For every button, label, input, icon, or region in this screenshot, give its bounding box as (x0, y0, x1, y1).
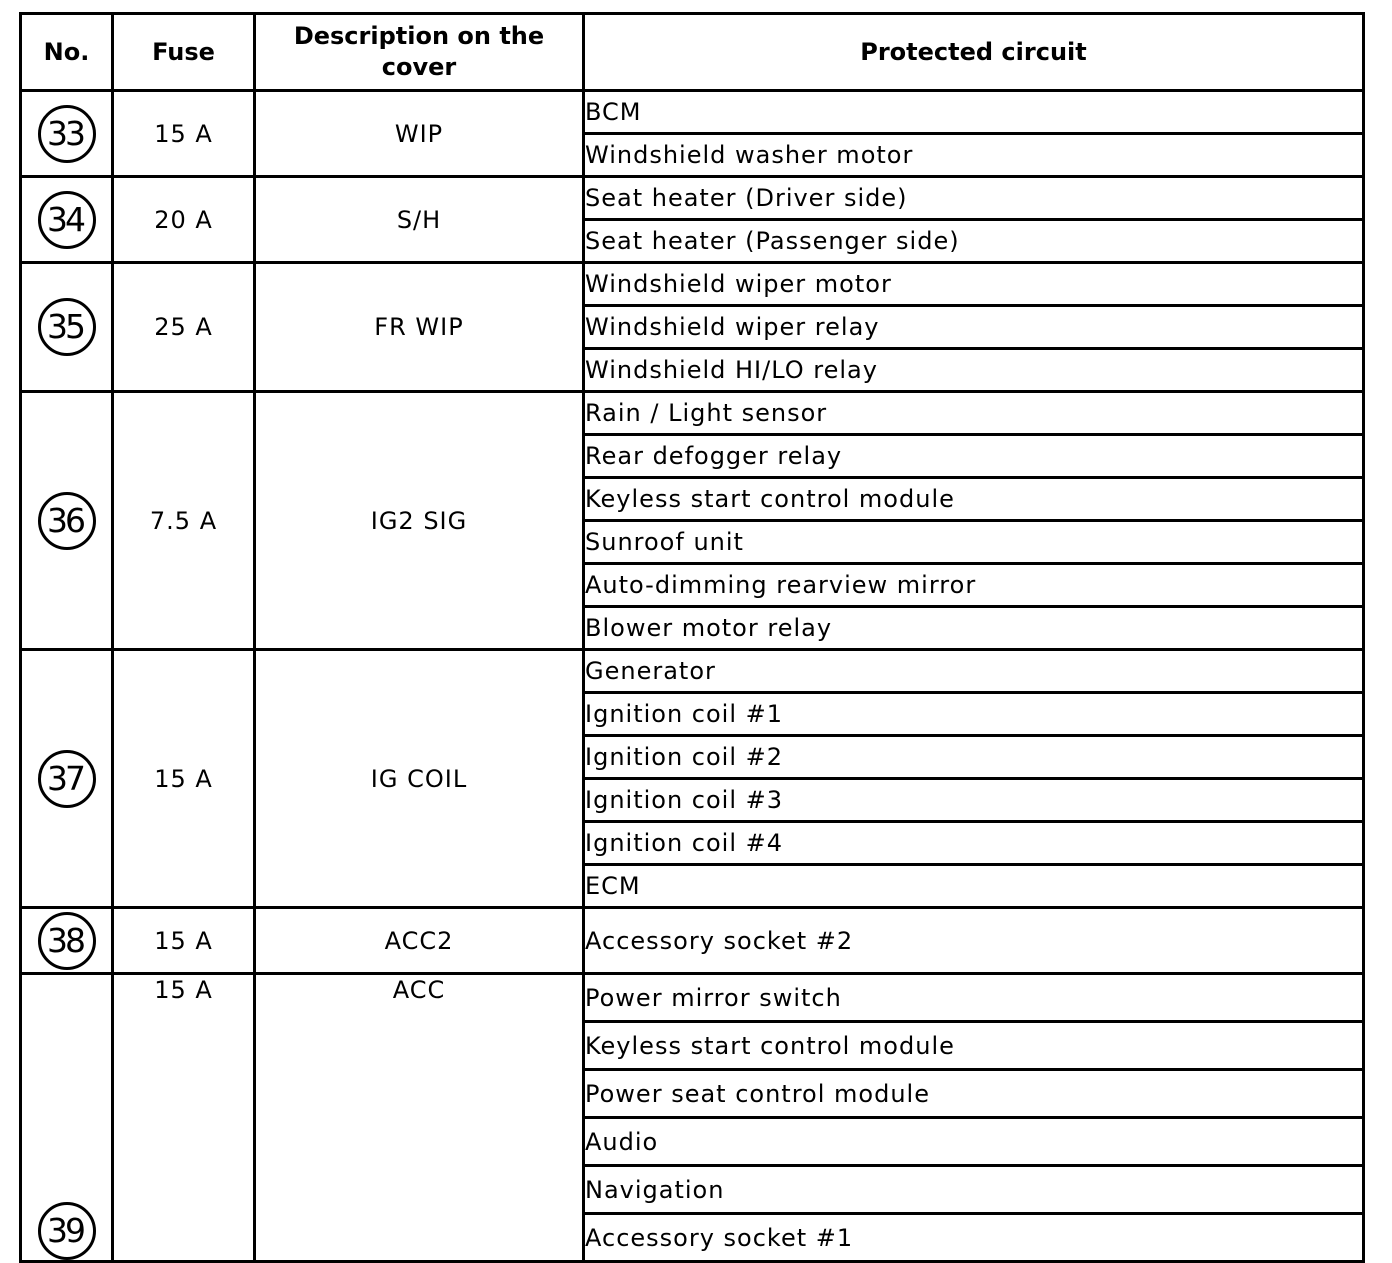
header-description: Description on the cover (255, 14, 584, 91)
fuse-number-badge: 39 (38, 1202, 96, 1260)
fuse-number-cell (21, 263, 113, 392)
protected-circuit-cell: ECM (584, 865, 1364, 908)
fuse-rating-cell: 20 A (113, 177, 255, 263)
protected-circuit-cell: Keyless start control module (584, 1022, 1364, 1070)
table-row (21, 650, 1364, 693)
protected-circuit-cell: Navigation (584, 1166, 1364, 1214)
cover-description-cell: WIP (255, 91, 584, 177)
table-row (21, 263, 1364, 306)
cover-description-cell: ACC2 (255, 908, 584, 974)
protected-circuit-cell: Sunroof unit (584, 521, 1364, 564)
fuse-number-cell (21, 392, 113, 650)
protected-circuit-cell: Windshield wiper motor (584, 263, 1364, 306)
fuse-number-badge: 33 (38, 105, 96, 163)
fuse-number-cell (21, 974, 113, 1262)
protected-circuit-cell: Accessory socket #1 (584, 1214, 1364, 1262)
fuse-number-badge: 37 (38, 750, 96, 808)
fuse-number-badge: 34 (38, 191, 96, 249)
fuse-number-cell (21, 177, 113, 263)
header-no: No. (21, 14, 113, 91)
protected-circuit-cell: Ignition coil #2 (584, 736, 1364, 779)
cover-description-cell: IG2 SIG (255, 392, 584, 650)
fuse-rating-cell: 15 A (113, 974, 255, 1262)
table-row (21, 908, 1364, 974)
table-row (21, 974, 1364, 1022)
protected-circuit-cell: Generator (584, 650, 1364, 693)
table-row (21, 177, 1364, 220)
protected-circuit-cell: Accessory socket #2 (584, 908, 1364, 974)
fuse-number-cell (21, 908, 113, 974)
protected-circuit-cell: Rear defogger relay (584, 435, 1364, 478)
protected-circuit-cell: Windshield wiper relay (584, 306, 1364, 349)
fuse-rating-cell: 15 A (113, 908, 255, 974)
header-protected-circuit: Protected circuit (584, 14, 1364, 91)
fuse-number-cell (21, 650, 113, 908)
protected-circuit-cell: Windshield washer motor (584, 134, 1364, 177)
header-fuse: Fuse (113, 14, 255, 91)
table-row (21, 91, 1364, 134)
fuse-rating-cell: 15 A (113, 650, 255, 908)
cover-description-cell: IG COIL (255, 650, 584, 908)
header-row (21, 14, 1364, 91)
fuse-number-badge: 38 (38, 912, 96, 970)
protected-circuit-cell: Power mirror switch (584, 974, 1364, 1022)
fuse-table (19, 12, 1365, 1263)
protected-circuit-cell: Auto-dimming rearview mirror (584, 564, 1364, 607)
protected-circuit-cell: Windshield HI/LO relay (584, 349, 1364, 392)
protected-circuit-cell: Seat heater (Driver side) (584, 177, 1364, 220)
protected-circuit-cell: Keyless start control module (584, 478, 1364, 521)
protected-circuit-cell: Blower motor relay (584, 607, 1364, 650)
fuse-number-badge: 35 (38, 298, 96, 356)
protected-circuit-cell: Power seat control module (584, 1070, 1364, 1118)
protected-circuit-cell: Ignition coil #1 (584, 693, 1364, 736)
cover-description-cell: S/H (255, 177, 584, 263)
protected-circuit-cell: Audio (584, 1118, 1364, 1166)
fuse-number-badge: 36 (38, 492, 96, 550)
cover-description-cell: FR WIP (255, 263, 584, 392)
protected-circuit-cell: Ignition coil #4 (584, 822, 1364, 865)
fuse-rating-cell: 7.5 A (113, 392, 255, 650)
fuse-number-cell (21, 91, 113, 177)
protected-circuit-cell: Ignition coil #3 (584, 779, 1364, 822)
fuse-rating-cell: 25 A (113, 263, 255, 392)
table-row (21, 392, 1364, 435)
protected-circuit-cell: Rain / Light sensor (584, 392, 1364, 435)
protected-circuit-cell: Seat heater (Passenger side) (584, 220, 1364, 263)
protected-circuit-cell: BCM (584, 91, 1364, 134)
fuse-rating-cell: 15 A (113, 91, 255, 177)
cover-description-cell: ACC (255, 974, 584, 1262)
